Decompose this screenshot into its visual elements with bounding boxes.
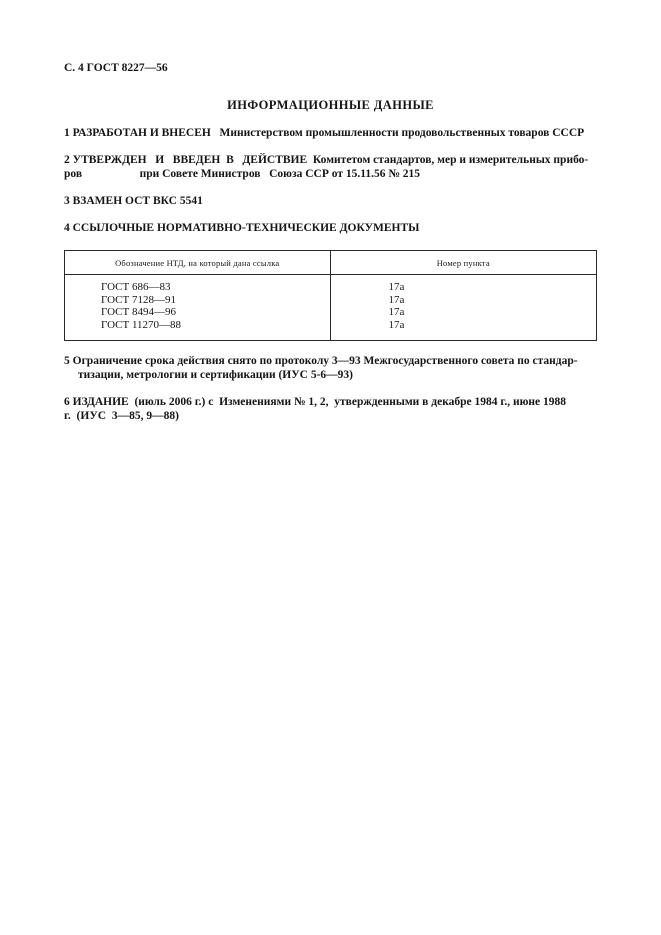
table-cell-clause: 17а: [388, 293, 405, 306]
table-header-clause: Номер пункта: [331, 251, 597, 275]
item-limitation-line2: тизации, метрологии и сертификации (ИУС 5-6—93): [78, 369, 354, 381]
table-cell-designation: ГОСТ 7128—91: [101, 293, 176, 306]
item-limitation: [64, 354, 597, 382]
document-title: ИНФОРМАЦИОННЫЕ ДАННЫЕ: [227, 98, 434, 112]
table-header-designation: Обозначение НТД, на который дана ссылка: [65, 251, 331, 275]
table-cell-designation: ГОСТ 686—83: [101, 281, 171, 293]
page-content: [0, 0, 661, 423]
references-table: [64, 250, 597, 341]
item-edition-line1: 6 ИЗДАНИЕ (июль 2006 г.) с Изменениями № 1, 2, утвержденными в декабре 1984 г., июне 1988: [64, 396, 566, 408]
item-limitation-line1: 5 Ограничение срока действия снято по протоколу 3—93 Межгосударственного совета по стандар-: [64, 355, 578, 367]
table-column-designation: [65, 275, 331, 340]
item-edition-line2: г. (ИУС 3—85, 9—88): [64, 410, 179, 422]
item-replaces: 3 ВЗАМЕН ОСТ ВКС 5541: [64, 195, 203, 207]
item-approved-line2: ров при Совете Министров Союза ССР от 15.11.56 № 215: [64, 168, 421, 180]
item-edition: [64, 395, 597, 423]
item-references-heading: 4 ССЫЛОЧНЫЕ НОРМАТИВНО-ТЕХНИЧЕСКИЕ ДОКУМЕНТЫ: [64, 222, 420, 234]
item-approved-line1: 2 УТВЕРЖДЕН И ВВЕДЕН В ДЕЙСТВИЕ Комитетом стандартов, мер и измерительных прибо-: [64, 154, 589, 166]
table-cell-clause: 17а: [388, 281, 405, 293]
table-cell-clause: 17а: [388, 306, 405, 318]
table-cell-clause: 17а: [388, 318, 405, 331]
item-approved: [64, 153, 597, 181]
table-cell-designation: ГОСТ 11270—88: [101, 318, 182, 331]
item-developed: 1 РАЗРАБОТАН И ВНЕСЕН Министерством промышленности продовольственных товаров СССР: [64, 127, 585, 139]
table-column-clause: [331, 275, 597, 340]
page-header: С. 4 ГОСТ 8227—56: [64, 62, 168, 74]
table-cell-designation: ГОСТ 8494—96: [101, 306, 176, 318]
